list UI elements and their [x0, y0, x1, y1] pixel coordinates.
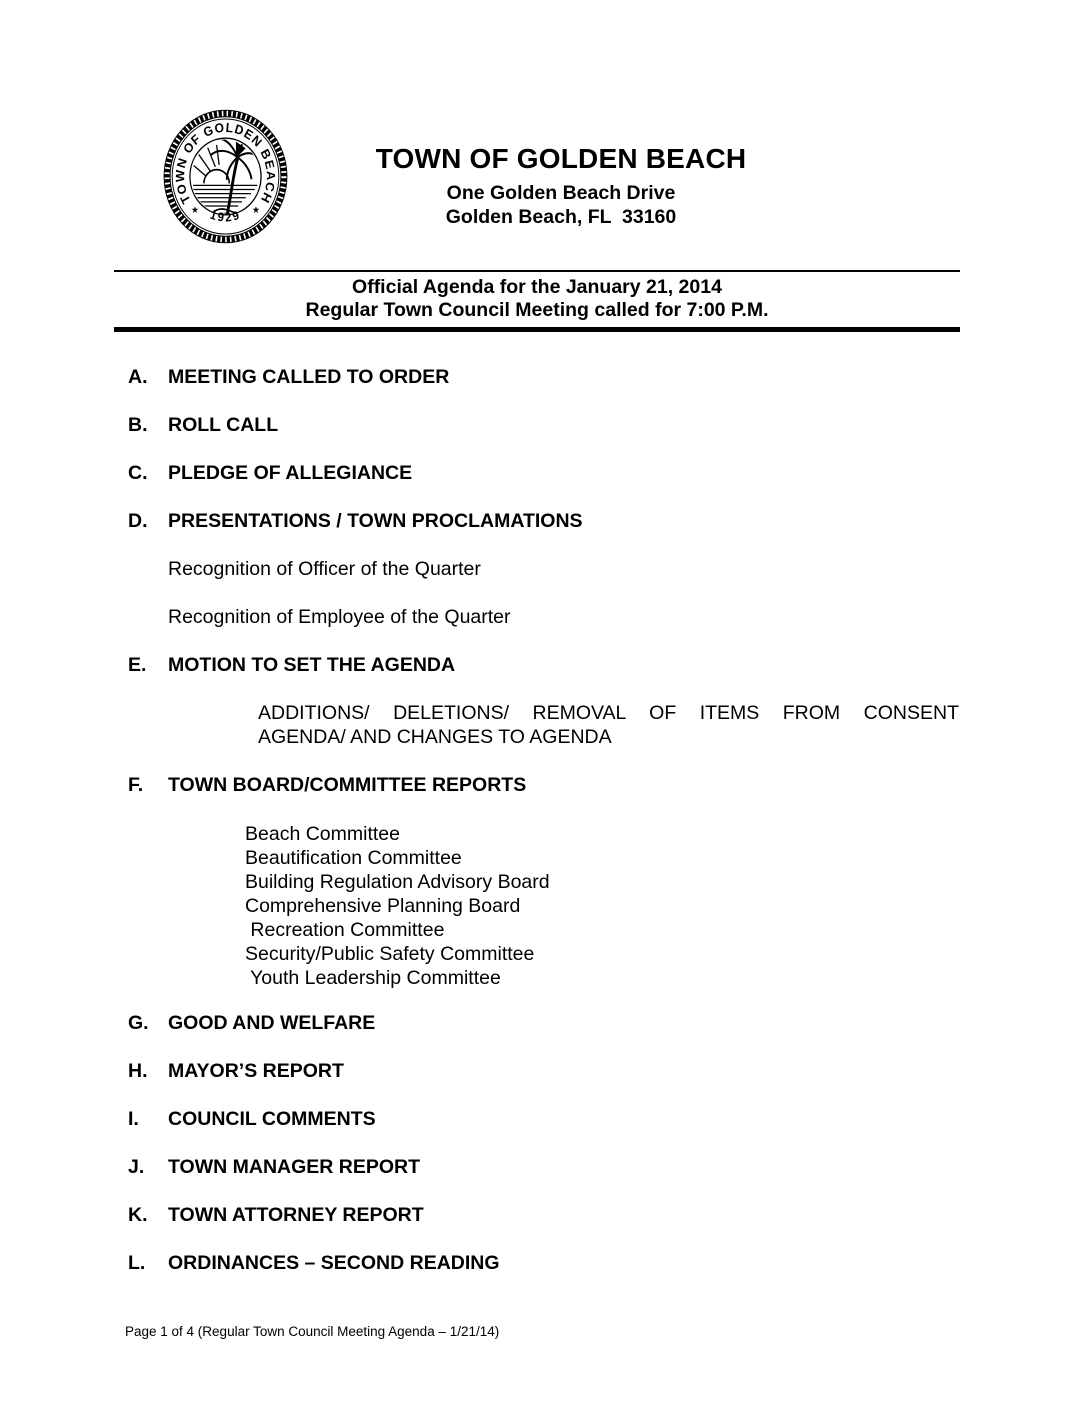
item-title: TOWN ATTORNEY REPORT: [168, 1204, 424, 1226]
item-title: COUNCIL COMMENTS: [168, 1108, 376, 1130]
item-letter: I.: [128, 1108, 139, 1130]
committee-list: [245, 822, 960, 990]
agenda-item-l: [128, 1252, 960, 1274]
agenda-item-k: [128, 1204, 960, 1226]
item-title: PRESENTATIONS / TOWN PROCLAMATIONS: [168, 510, 583, 532]
item-letter: H.: [128, 1060, 148, 1082]
agenda-item-b: [128, 414, 960, 436]
page-footer-note: Page 1 of 4 (Regular Town Council Meeting Agenda – 1/21/14): [125, 1324, 500, 1339]
agenda-banner: [114, 270, 960, 332]
item-title: MAYOR’S REPORT: [168, 1060, 344, 1082]
agenda-item-g: [128, 1012, 960, 1034]
committee-item: Beach Committee: [245, 823, 400, 845]
agenda-item-f: [128, 774, 960, 796]
item-letter: B.: [128, 414, 148, 436]
item-title: ORDINANCES – SECOND READING: [168, 1252, 500, 1274]
agenda-item-d: [128, 510, 960, 532]
item-letter: J.: [128, 1156, 145, 1178]
item-letter: C.: [128, 462, 148, 484]
committee-item: Youth Leadership Committee: [245, 967, 501, 989]
item-letter: D.: [128, 510, 148, 532]
item-letter: A.: [128, 366, 148, 388]
item-title: ROLL CALL: [168, 414, 279, 436]
masthead: [355, 143, 767, 229]
agenda-item-h: [128, 1060, 960, 1082]
address-line-1: One Golden Beach Drive: [446, 182, 676, 204]
committee-item: Beautification Committee: [245, 847, 462, 869]
item-title: MEETING CALLED TO ORDER: [168, 366, 450, 388]
agenda-changes-line-1: ADDITIONS/ DELETIONS/ REMOVAL OF ITEMS FROM CONSENT: [258, 702, 959, 724]
agenda-item-c: [128, 462, 960, 484]
item-title: MOTION TO SET THE AGENDA: [168, 654, 456, 676]
agenda-item-a: [128, 366, 960, 388]
agenda-changes-block: [258, 702, 959, 749]
committee-item: Recreation Committee: [245, 919, 445, 941]
subitem-recognition-employee: Recognition of Employee of the Quarter: [168, 606, 511, 628]
agenda-list: [128, 366, 960, 1300]
star-icon: ★: [251, 204, 260, 215]
item-title: TOWN BOARD/COMMITTEE REPORTS: [168, 774, 527, 796]
address-line-2: Golden Beach, FL 33160: [445, 206, 677, 228]
seal-year-text: 1929: [208, 207, 243, 225]
committee-item: Comprehensive Planning Board: [245, 895, 521, 917]
committee-item: Building Regulation Advisory Board: [245, 871, 550, 893]
agenda-changes-line-2: AGENDA/ AND CHANGES TO AGENDA: [258, 725, 612, 748]
town-seal-icon: [162, 108, 289, 245]
item-letter: F.: [128, 774, 144, 796]
committee-item: Security/Public Safety Committee: [245, 943, 535, 965]
banner-line-1: Official Agenda for the January 21, 2014: [352, 276, 722, 298]
item-letter: K.: [128, 1204, 148, 1226]
agenda-item-e: [128, 654, 960, 676]
item-title: TOWN MANAGER REPORT: [168, 1156, 421, 1178]
item-letter: E.: [128, 654, 147, 676]
subitem-recognition-officer: Recognition of Officer of the Quarter: [168, 558, 481, 580]
item-letter: L.: [128, 1252, 146, 1274]
agenda-item-i: [128, 1108, 960, 1130]
item-title: GOOD AND WELFARE: [168, 1012, 376, 1034]
town-title: TOWN OF GOLDEN BEACH: [375, 143, 747, 174]
item-letter: G.: [128, 1012, 149, 1034]
banner-line-2: Regular Town Council Meeting called for 7:00 P.M.: [305, 299, 769, 321]
agenda-item-j: [128, 1156, 960, 1178]
item-title: PLEDGE OF ALLEGIANCE: [168, 462, 413, 484]
star-icon: ★: [191, 204, 200, 215]
seal-ring-text: TOWN OF GOLDEN BEACH: [173, 120, 278, 207]
